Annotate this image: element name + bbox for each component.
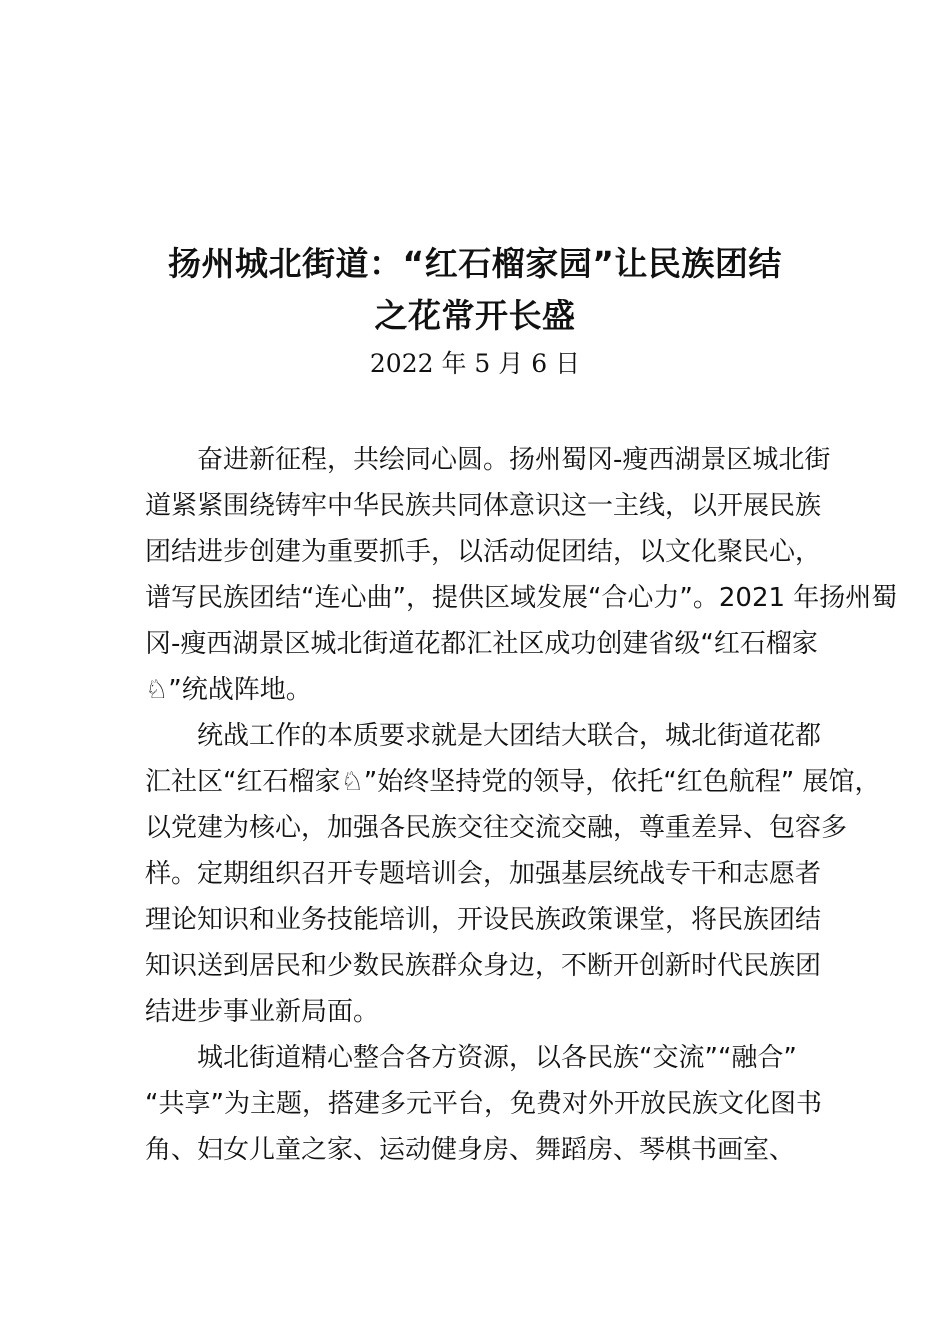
paragraph-1-line: ♘”统战阵地。 (145, 675, 312, 705)
paragraph-2-line: 样。定期组织召开专题培训会，加强基层统战专干和志愿者 (145, 859, 822, 889)
paragraph-2-line: 知识送到居民和少数民族群众身边，不断开创新时代民族团 (145, 951, 822, 981)
paragraph-1-line: 奋进新征程，共绘同心圆。扬州蜀冈-瘦西湖景区城北街 (197, 445, 831, 475)
paragraph-1-line: 道紧紧围绕铸牢中华民族共同体意识这一主线，以开展民族 (145, 491, 822, 521)
paragraph-3-line: 角、妇女儿童之家、运动健身房、舞蹈房、琴棋书画室、 (145, 1135, 796, 1165)
paragraph-2-line: 统战工作的本质要求就是大团结大联合，城北街道花都 (197, 721, 822, 751)
paragraph-2-line: 结进步事业新局面。 (145, 997, 380, 1027)
paragraph-1-line: 团结进步创建为重要抓手，以活动促团结，以文化聚民心， (145, 537, 822, 567)
paragraph-3-line: 城北街道精心整合各方资源，以各民族“交流”“融合” (197, 1043, 797, 1073)
paragraph-2-line: 理论知识和业务技能培训，开设民族政策课堂，将民族团结 (145, 905, 822, 935)
paragraph-3-line: “共享”为主题，搭建多元平台，免费对外开放民族文化图书 (145, 1089, 822, 1119)
article-body (145, 437, 898, 1173)
publish-date: 2022 年 5 月 6 日 (369, 349, 581, 378)
paragraph-2-line: 以党建为核心，加强各民族交往交流交融，尊重差异、包容多 (145, 813, 848, 843)
paragraph-1-line: 谱写民族团结“连心曲”，提供区域发展“合心力”。2021 年扬州蜀 (145, 583, 898, 613)
title-line-2: 之花常开长盛 (374, 296, 576, 335)
title-line-1: 扬州城北街道：“红石榴家园”让民族团结 (168, 244, 782, 283)
paragraph-2-line: 汇社区“红石榴家♘”始终坚持党的领导，依托“红色航程” 展馆， (145, 767, 881, 797)
paragraph-1-line: 冈-瘦西湖景区城北街道花都汇社区成功创建省级“红石榴家 (145, 629, 818, 659)
document-title (120, 238, 830, 342)
